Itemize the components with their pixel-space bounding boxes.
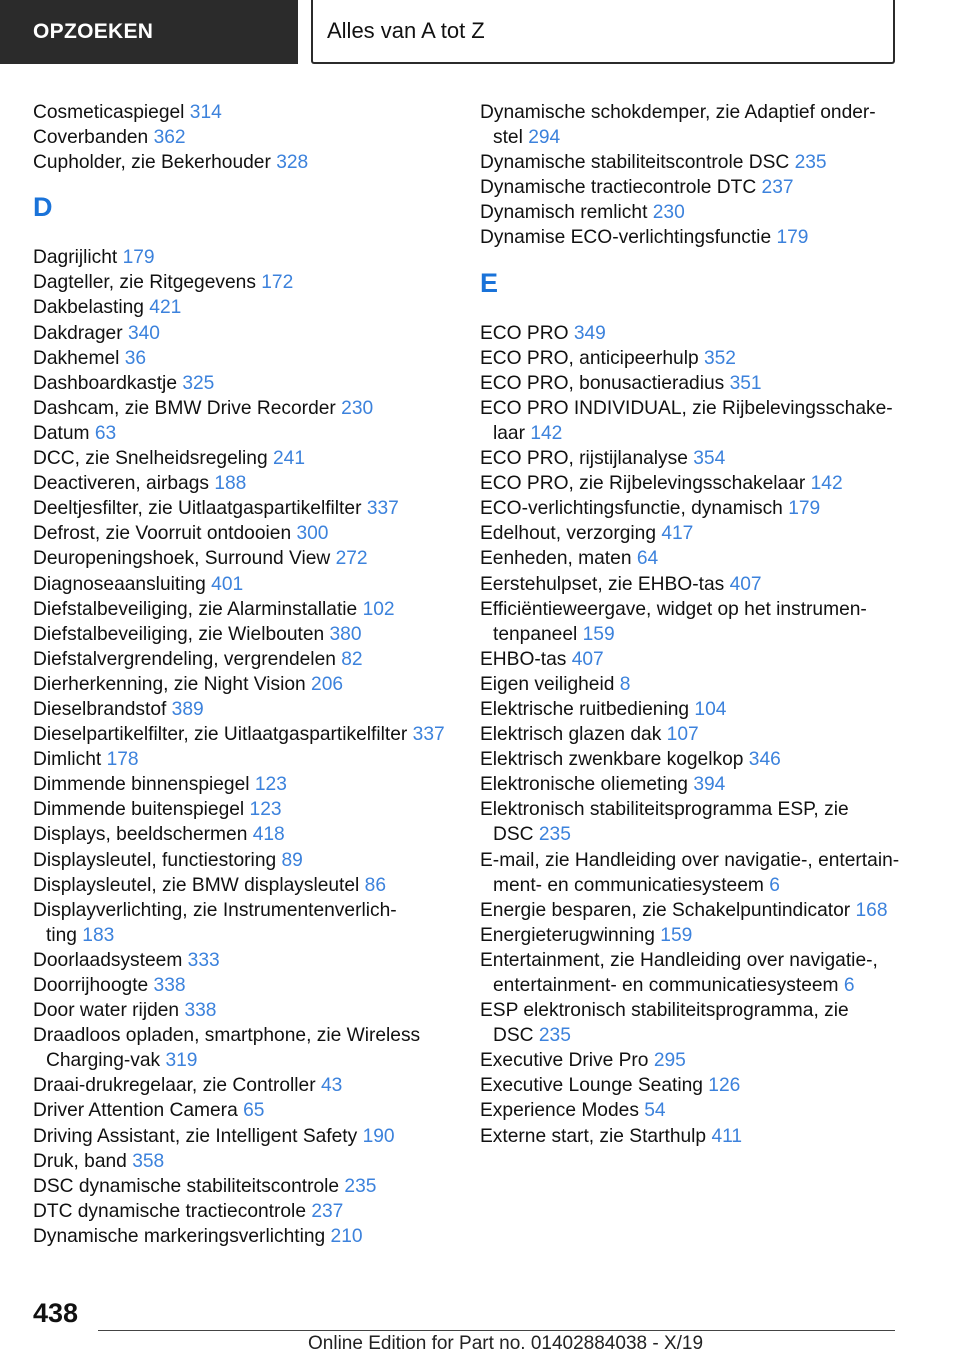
page-reference-link[interactable]: 294 [528, 127, 561, 149]
page-reference-link[interactable]: 407 [571, 648, 604, 670]
index-entry-term: Diagnoseaansluiting [33, 573, 206, 595]
index-entry [33, 672, 453, 697]
index-entry [480, 747, 920, 772]
index-entry [480, 371, 920, 396]
index-entry [480, 722, 920, 747]
index-entry [480, 772, 920, 797]
index-entry [33, 1073, 453, 1098]
page-reference-link[interactable]: 210 [330, 1225, 363, 1247]
index-entry [33, 496, 453, 521]
page-reference-link[interactable]: 54 [644, 1100, 666, 1122]
index-entry-term: Diefstalbeveiliging, zie Alarminstallatie [33, 598, 358, 620]
index-entry [480, 471, 920, 496]
index-entry [33, 150, 453, 175]
page-reference-link[interactable]: 188 [214, 473, 247, 495]
index-entry-term: ECO-verlichtingsfunctie, dynamisch [480, 498, 783, 520]
index-entry [33, 100, 453, 125]
index-entry [480, 848, 920, 898]
index-entry-term: Dierherkenning, zie Night Vision [33, 673, 306, 695]
index-entry [480, 1073, 920, 1098]
index-entry [480, 446, 920, 471]
index-entry-term: Doorrijhoogte [33, 975, 149, 996]
index-entry [480, 321, 920, 346]
index-entry [33, 772, 453, 797]
page-reference-link[interactable]: 272 [335, 548, 368, 570]
page-reference-link[interactable]: 418 [252, 824, 285, 846]
section-tab [0, 0, 298, 64]
index-entry [480, 672, 920, 697]
chapter-title-box [311, 0, 895, 64]
page-reference-link[interactable]: 183 [82, 924, 115, 946]
index-entry-term: Edelhout, verzorging [480, 523, 656, 545]
page-reference-link[interactable]: 389 [171, 698, 204, 720]
index-entry-term: Dakhemel [33, 347, 120, 369]
index-entry-term: Deactiveren, airbags [33, 473, 209, 495]
chapter-title: Alles van A tot Z [327, 18, 485, 43]
index-entry-term: ECO PRO INDIVIDUAL, zie Rijbelevingsschake- [480, 397, 893, 419]
index-entry-term: Cosmeticaspiegel [33, 102, 185, 123]
index-entry [480, 100, 920, 150]
page-reference-link[interactable]: 190 [362, 1125, 395, 1147]
page-reference-link[interactable]: 235 [794, 152, 827, 174]
index-entry-term: entertainment- en communicatiesysteem [493, 975, 839, 996]
index-entry [480, 225, 920, 250]
page-reference-link[interactable]: 6 [843, 975, 855, 996]
index-entry-term: Dagrijlicht [33, 247, 118, 269]
index-entry-term: Efficiëntieweergave, widget op het instrumen- [480, 598, 867, 620]
index-entry-term: Displayverlichting, zie Instrumentenverlich- [33, 899, 397, 921]
index-entry-term: Dynamische schokdemper, zie Adaptief onder- [480, 102, 876, 123]
page-reference-link[interactable]: 123 [249, 799, 282, 821]
index-entry [33, 245, 453, 270]
index-entry-term: ECO PRO, zie Rijbelevingsschakelaar [480, 473, 806, 495]
index-entry [480, 797, 920, 847]
page-reference-link[interactable]: 235 [538, 824, 571, 846]
index-entry [33, 647, 453, 672]
index-entry [33, 1149, 453, 1174]
page-reference-link[interactable]: 394 [693, 774, 726, 796]
index-entry [33, 1124, 453, 1149]
index-entry [480, 647, 920, 672]
index-entry [480, 200, 920, 225]
index-entry-term: Displays, beeldschermen [33, 824, 248, 846]
page-reference-link[interactable]: 237 [311, 1200, 344, 1222]
index-entry-term: Charging-vak [46, 1050, 161, 1072]
index-entry-term: E-mail, zie Handleiding over navigatie-, entertain- [480, 849, 900, 871]
page-reference-link[interactable]: 333 [187, 949, 220, 971]
page-reference-link[interactable]: 178 [106, 749, 139, 771]
index-entry [33, 396, 453, 421]
index-entry-term: Driver Attention Camera [33, 1100, 238, 1122]
index-entry-term: Executive Lounge Seating [480, 1075, 703, 1097]
page-reference-link[interactable]: 417 [661, 523, 694, 545]
index-entry-term: Dakbelasting [33, 297, 144, 319]
index-entry [33, 722, 453, 747]
index-entry-term: Dakdrager [33, 322, 123, 344]
index-entry-term: Experience Modes [480, 1100, 639, 1122]
page-reference-link[interactable]: 325 [182, 372, 215, 394]
page-reference-link[interactable]: 407 [729, 573, 762, 595]
index-entry-term: Deuropeningshoek, Surround View [33, 548, 331, 570]
index-entry-term: stel [493, 127, 523, 149]
index-entry [480, 898, 920, 923]
index-entry-term: Eerstehulpset, zie EHBO-tas [480, 573, 725, 595]
index-entry-term: Energieterugwinning [480, 924, 655, 946]
page-reference-link[interactable]: 102 [362, 598, 395, 620]
index-entry-term: DCC, zie Snelheidsregeling [33, 448, 268, 470]
page-reference-link[interactable]: 206 [311, 673, 344, 695]
page-reference-link[interactable]: 235 [344, 1175, 377, 1197]
index-entry-term: Dynamisch remlicht [480, 202, 648, 224]
index-entry-term: Energie besparen, zie Schakelpuntindicator [480, 899, 851, 921]
page-reference-link[interactable]: 362 [153, 127, 186, 149]
page-reference-link[interactable]: 340 [127, 322, 160, 344]
index-entry [33, 1199, 453, 1224]
page-reference-link[interactable]: 351 [729, 372, 762, 394]
page-reference-link[interactable]: 179 [776, 227, 809, 249]
page-reference-link[interactable]: 36 [124, 347, 147, 369]
index-entry [33, 948, 453, 973]
index-entry [33, 546, 453, 571]
page-reference-link[interactable]: 104 [694, 698, 727, 720]
index-entry-term: Elektrisch glazen dak [480, 724, 662, 746]
footer-divider [98, 1330, 895, 1331]
index-entry [33, 973, 453, 998]
page-number: 438 [33, 1298, 79, 1328]
page-reference-link[interactable]: 380 [329, 623, 362, 645]
index-entry-term: Dynamische markeringsverlichting [33, 1225, 326, 1247]
index-entry-term: Dimmende binnenspiegel [33, 774, 250, 796]
index-entry-term: Dynamische stabiliteitscontrole DSC [480, 152, 790, 174]
index-entry-term: DSC dynamische stabiliteitscontrole [33, 1175, 340, 1197]
index-entry [33, 747, 453, 772]
index-entry-term: Door water rijden [33, 1000, 180, 1022]
page-reference-link[interactable]: 107 [666, 724, 699, 746]
page-reference-link[interactable]: 6 [769, 874, 780, 896]
index-entry-term: Entertainment, zie Handleiding over navigatie-, [480, 949, 878, 971]
index-entry-term: EHBO-tas [480, 648, 567, 670]
index-entry-term: ESP elektronisch stabiliteitsprogramma, zie [480, 1000, 849, 1022]
index-entry-term: Elektronische oliemeting [480, 774, 688, 796]
index-entry-term: Defrost, zie Voorruit ontdooien [33, 523, 292, 545]
page-reference-link[interactable]: 401 [211, 573, 244, 595]
index-entry [480, 597, 920, 647]
page-reference-link[interactable]: 237 [761, 177, 794, 199]
index-entry [33, 521, 453, 546]
index-entry [33, 295, 453, 320]
index-letter-heading: E [480, 267, 499, 298]
index-entry [33, 797, 453, 822]
index-letter-heading: D [33, 192, 53, 223]
page-reference-link[interactable]: 142 [530, 422, 563, 444]
index-entry-term: Coverbanden [33, 127, 149, 149]
index-entry-term: ting [46, 924, 77, 946]
page-reference-link[interactable]: 159 [582, 623, 615, 645]
index-column-right [480, 100, 920, 1149]
index-entry [33, 597, 453, 622]
index-entry-term: ECO PRO, bonusactieradius [480, 372, 725, 394]
index-entry [33, 848, 453, 873]
index-entry-term: Dagteller, zie Ritgegevens [33, 272, 256, 294]
page-reference-link[interactable]: 89 [281, 849, 303, 871]
index-entry [33, 1224, 453, 1249]
page-reference-link[interactable]: 168 [855, 899, 888, 921]
index-entry [33, 998, 453, 1023]
index-entry-term: laar [493, 422, 525, 444]
index-entry-term: Elektrisch zwenkbare kogelkop [480, 749, 744, 771]
page-reference-link[interactable]: 86 [364, 874, 386, 896]
page-reference-link[interactable]: 352 [703, 347, 736, 369]
index-entry [33, 622, 453, 647]
index-entry [480, 998, 920, 1048]
index-entry-term: Druk, band [33, 1150, 127, 1172]
index-entry [33, 822, 453, 847]
index-entry-term: Externe start, zie Starthulp [480, 1125, 707, 1147]
index-entry-term: Deeltjesfilter, zie Uitlaatgaspartikelfilter [33, 498, 362, 520]
edition-note: Online Edition for Part no. 01402884038 - X/19 [308, 1333, 704, 1354]
page-reference-link[interactable]: 319 [165, 1050, 198, 1072]
index-entry-term: DSC [493, 1025, 534, 1047]
index-entry-term: DSC [493, 824, 534, 846]
index-entry [480, 150, 920, 175]
page-reference-link[interactable]: 295 [653, 1050, 686, 1072]
index-entry [480, 697, 920, 722]
page-reference-link[interactable]: 63 [94, 422, 117, 444]
index-entry [480, 1124, 920, 1149]
index-entry-term: Draai-drukregelaar, zie Controller [33, 1075, 316, 1097]
index-entry-term: Dashcam, zie BMW Drive Recorder [33, 397, 336, 419]
page-reference-link[interactable]: 65 [243, 1100, 265, 1122]
page-reference-link[interactable]: 179 [788, 498, 821, 520]
index-entry-term: Executive Drive Pro [480, 1050, 649, 1072]
page-reference-link[interactable]: 179 [122, 247, 155, 269]
index-entry [480, 396, 920, 446]
index-entry [480, 1048, 920, 1073]
page-reference-link[interactable]: 230 [652, 202, 685, 224]
index-entry [480, 572, 920, 597]
page-reference-link[interactable]: 172 [261, 272, 294, 294]
page-reference-link[interactable]: 241 [272, 448, 305, 470]
page-reference-link[interactable]: 8 [619, 673, 631, 695]
index-entry [33, 421, 453, 446]
index-entry-term: Doorlaadsysteem [33, 949, 183, 971]
page-reference-link[interactable]: 337 [412, 724, 445, 746]
index-entry [33, 346, 453, 371]
index-entry-term: Dieselpartikelfilter, zie Uitlaatgaspartikelfilter [33, 724, 408, 746]
page-reference-link[interactable]: 328 [276, 152, 309, 174]
page-reference-link[interactable]: 230 [341, 397, 374, 419]
page-reference-link[interactable]: 300 [296, 523, 329, 545]
page-reference-link[interactable]: 314 [189, 102, 222, 123]
index-entry [480, 346, 920, 371]
page-reference-link[interactable]: 349 [573, 322, 606, 344]
index-entry [480, 923, 920, 948]
index-entry-term: Dieselbrandstof [33, 698, 167, 720]
index-entry-term: Dimlicht [33, 749, 102, 771]
index-entry-term: Diefstalvergrendeling, vergrendelen [33, 648, 336, 670]
page-reference-link[interactable]: 411 [711, 1125, 743, 1147]
index-entry [33, 572, 453, 597]
index-entry-term: Draadloos opladen, smartphone, zie Wireless [33, 1025, 421, 1047]
index-entry [480, 175, 920, 200]
index-entry [33, 873, 453, 898]
page-reference-link[interactable]: 354 [693, 448, 726, 470]
index-entry [33, 270, 453, 295]
index-entry-term: Dynamise ECO-verlichtingsfunctie [480, 227, 772, 249]
index-entry [480, 496, 920, 521]
index-entry-term: Driving Assistant, zie Intelligent Safety [33, 1125, 358, 1147]
index-entry-term: Elektrische ruitbediening [480, 698, 690, 720]
index-entry [480, 521, 920, 546]
index-entry-term: Cupholder, zie Bekerhouder [33, 152, 271, 174]
index-entry-term: ECO PRO, anticipeerhulp [480, 347, 699, 369]
page-reference-link[interactable]: 337 [366, 498, 399, 520]
page-reference-link[interactable]: 235 [538, 1025, 571, 1047]
index-entry-term: tenpaneel [493, 623, 578, 645]
page-reference-link[interactable]: 142 [810, 473, 843, 495]
index-entry-term: ECO PRO [480, 322, 569, 344]
index-entry [480, 546, 920, 571]
index-entry-term: Datum [33, 422, 90, 444]
index-entry [33, 898, 453, 948]
page-reference-link[interactable]: 64 [636, 548, 659, 570]
page-reference-link[interactable]: 421 [149, 297, 182, 319]
index-column-left [33, 100, 453, 1249]
index-entry [33, 321, 453, 346]
index-entry-term: Dashboardkastje [33, 372, 177, 394]
index-entry [33, 697, 453, 722]
index-entry-term: ment- en communicatiesysteem [493, 874, 764, 896]
index-entry [33, 371, 453, 396]
index-entry-term: Dimmende buitenspiegel [33, 799, 245, 821]
index-entry-term: Displaysleutel, zie BMW displaysleutel [33, 874, 360, 896]
index-entry [33, 1174, 453, 1199]
index-entry-term: Dynamische tractiecontrole DTC [480, 177, 757, 199]
index-entry-term: ECO PRO, rijstijlanalyse [480, 448, 688, 470]
page-reference-link[interactable]: 358 [132, 1150, 165, 1172]
index-entry [480, 948, 920, 998]
index-entry [480, 1098, 920, 1123]
index-entry [33, 1098, 453, 1123]
page-reference-link[interactable]: 338 [153, 975, 186, 996]
page-reference-link[interactable]: 159 [660, 924, 693, 946]
page-reference-link[interactable]: 123 [254, 774, 287, 796]
index-entry-term: Displaysleutel, functiestoring [33, 849, 277, 871]
index-entry-term: Eigen veiligheid [480, 673, 615, 695]
index-entry [33, 471, 453, 496]
page-header [0, 0, 960, 66]
index-entry [33, 446, 453, 471]
index-entry-term: Diefstalbeveiliging, zie Wielbouten [33, 623, 325, 645]
page-reference-link[interactable]: 43 [320, 1075, 343, 1097]
page-reference-link[interactable]: 82 [341, 648, 363, 670]
index-entry [33, 125, 453, 150]
page-reference-link[interactable]: 126 [708, 1075, 741, 1097]
page-reference-link[interactable]: 346 [748, 749, 781, 771]
page-reference-link[interactable]: 338 [184, 1000, 217, 1022]
section-label: OPZOEKEN [33, 20, 154, 43]
index-entry-term: DTC dynamische tractiecontrole [33, 1200, 306, 1222]
index-entry-term: Eenheden, maten [480, 548, 632, 570]
index-entry [33, 1023, 453, 1073]
index-entry-term: Elektronisch stabiliteitsprogramma ESP, zie [480, 799, 849, 821]
